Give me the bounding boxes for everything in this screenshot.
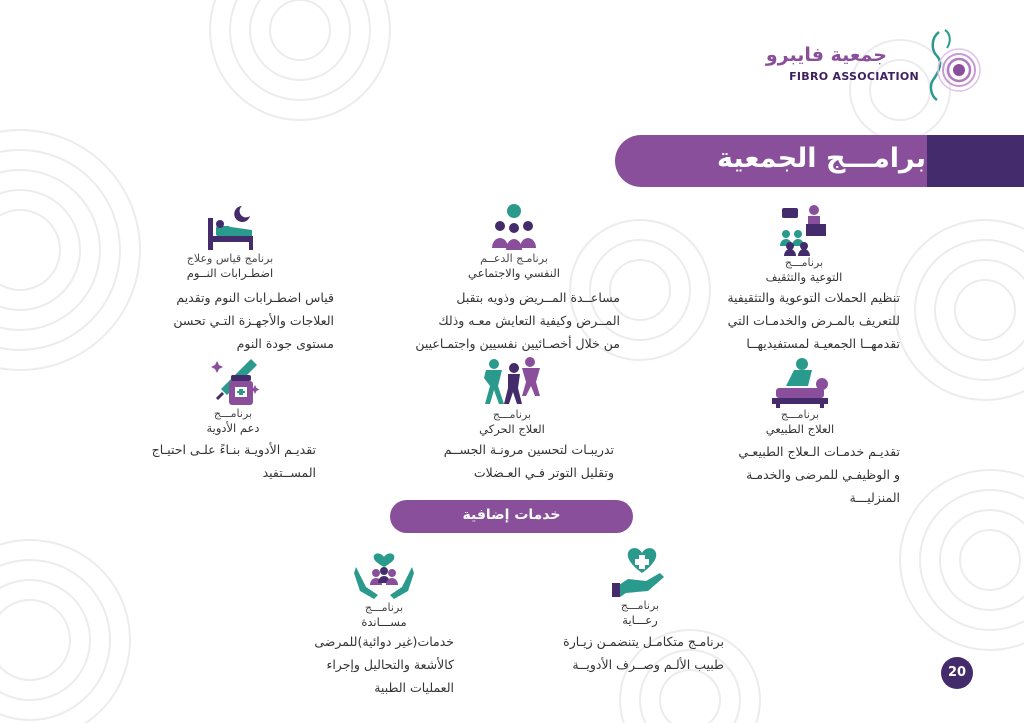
exercise-people-icon: [480, 356, 544, 408]
group-people-icon: [486, 202, 542, 252]
program-care-label-2: رعـــاية: [622, 613, 658, 627]
program-physio-description: [738, 440, 900, 509]
title-banner: [615, 135, 1024, 187]
desc-line: العمليات الطبية: [374, 680, 454, 695]
program-support: [454, 202, 574, 281]
program-support-description: [415, 286, 620, 355]
desc-line: و الوظيفـي للمرضى والخدمـة: [746, 467, 900, 482]
extra-services-banner: [390, 500, 633, 533]
program-sleep: [170, 202, 290, 281]
program-medicine-description: [152, 438, 316, 484]
program-motor-label-2: العلاج الحركي: [479, 422, 545, 436]
program-care-label-1: برنامـــج: [620, 599, 660, 612]
program-care-description: [563, 630, 724, 676]
desc-line: خدمات(غير دوائية)للمرضى: [314, 634, 454, 649]
desc-line: تدريبـات لتحسين مرونـة الجســم: [443, 442, 614, 457]
program-physio-label-2: العلاج الطبيعي: [765, 422, 835, 436]
program-physio: [760, 356, 840, 437]
title-accent-block: [927, 135, 1024, 187]
page-number: 20: [941, 657, 973, 689]
program-motor-label-1: برنامـــج: [492, 408, 532, 421]
desc-line: العلاجات والأجهـزة التـي تحسن: [173, 313, 334, 328]
program-support-label-1: برنامـج الدعــم: [480, 252, 548, 265]
hands-heart-people-icon: [352, 543, 416, 601]
program-sleep-description: [173, 286, 334, 355]
program-help-label-2: مســـاندة: [361, 615, 407, 629]
bed-moon-icon: [202, 202, 258, 252]
hand-heart-cross-icon: [612, 543, 668, 599]
program-awareness: [749, 202, 859, 285]
desc-line: كالأشعة والتحاليل وإجراء: [326, 657, 454, 672]
program-awareness-description: [727, 286, 900, 355]
desc-line: من خلال أخصـائيين نفسيين واجتمـاعيين: [415, 336, 620, 351]
lecture-audience-icon: [776, 202, 832, 256]
program-help-description: [314, 630, 454, 699]
program-medicine-label-1: برنامـــج: [213, 407, 253, 420]
page-title: برامـــج الجمعية: [716, 143, 926, 174]
desc-line: المنزليـــة: [849, 490, 900, 505]
program-awareness-label-2: التوعية والتثقيف: [765, 270, 843, 284]
program-support-label-2: النفسي والاجتماعي: [468, 266, 560, 280]
massage-therapy-icon: [768, 356, 832, 408]
program-sleep-label-2: اضطـرابات النــوم: [186, 266, 274, 280]
program-medicine: [188, 355, 278, 436]
desc-line: وتقليل التوتر فـي العـضلات: [473, 465, 614, 480]
program-physio-label-1: برنامـــج: [780, 408, 820, 421]
association-logo: [765, 24, 985, 104]
desc-line: تنظيم الحملات التوعوية والتثقيفية: [727, 290, 900, 305]
desc-line: تقدمهــا الجمعيـة لمستفيديهــا: [746, 336, 900, 351]
program-care: [600, 543, 680, 628]
desc-line: تقديـم خدمـات الـعلاج الطبيعـي: [738, 444, 900, 459]
desc-line: برنامـج متكامـل يتنضمـن زيـارة: [563, 634, 724, 649]
logo-figure-icon: [921, 24, 985, 104]
desc-line: مستوى جودة النوم: [236, 336, 334, 351]
program-sleep-label-1: برنامج قياس وعلاج: [186, 252, 274, 265]
desc-line: تقديـم الأدويـة بنـاءً علـى احتيـاج: [151, 442, 316, 457]
desc-line: طبيب الألـم وصــرف الأدويــة: [572, 657, 724, 672]
logo-arabic-name: جمعية فايبرو: [765, 44, 887, 66]
desc-line: المســتفيد: [262, 465, 316, 480]
program-motor-description: [444, 438, 614, 484]
desc-line: المــرض وكيفية التعايش معـه وذلك: [438, 313, 620, 328]
logo-english-name: FIBRO ASSOCIATION: [789, 70, 919, 83]
desc-line: للتعريف بالمـرض والخدمـات التي: [727, 313, 900, 328]
program-motor: [472, 356, 552, 437]
extra-services-title: خدمات إضافية: [462, 507, 561, 523]
medicine-syringe-icon: [203, 355, 263, 407]
program-help: [344, 543, 424, 630]
program-awareness-label-1: برنامـــج: [784, 256, 824, 269]
program-help-label-1: برنامـــج: [364, 601, 404, 614]
desc-line: قياس اضطـرابات النوم وتقديم: [176, 290, 334, 305]
program-medicine-label-2: دعم الأدوية: [206, 421, 260, 435]
desc-line: مساعــدة المــريض وذويه بتقبل: [456, 290, 620, 305]
